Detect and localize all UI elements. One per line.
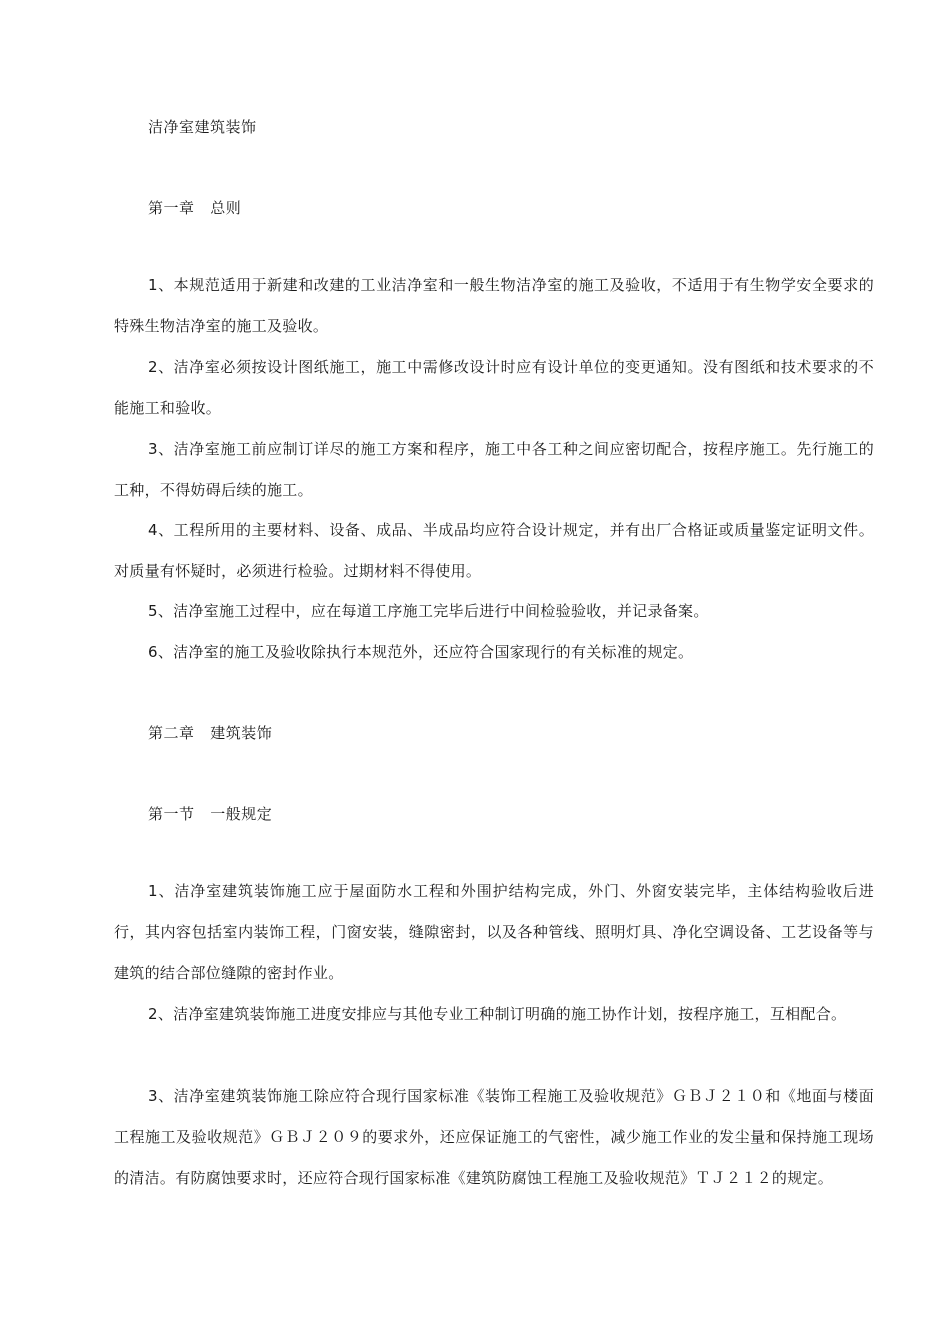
chapter-1-paragraph-1: 1、本规范适用于新建和改建的工业洁净室和一般生物洁净室的施工及验收，不适用于有生物学安全要求的特殊生物洁净室的施工及验收。 (114, 276, 874, 335)
document-title: 洁净室建筑装饰 (148, 118, 257, 136)
section-1-paragraph-2: 2、洁净室建筑装饰施工进度安排应与其他专业工种制订明确的施工协作计划，按程序施工，互相配合。 (148, 1005, 847, 1023)
section-1-paragraph-3: 3、洁净室建筑装饰施工除应符合现行国家标准《装饰工程施工及验收规范》ＧＢＪ２１０和《地面与楼面工程施工及验收规范》ＧＢＪ２０９的要求外，还应保证施工的气密性，减少施工作业的发尘量和保持施工现场的清洁。有防腐蚀要求时，还应符合现行国家标准《建筑防腐蚀工程施工及验收规范》ＴＪ２１２的规定。 (114, 1087, 874, 1187)
chapter-1-paragraph-3: 3、洁净室施工前应制订详尽的施工方案和程序，施工中各工种之间应密切配合，按程序施工。先行施工的工种，不得妨碍后续的施工。 (114, 440, 874, 499)
chapter-1-paragraph-6: 6、洁净室的施工及验收除执行本规范外，还应符合国家现行的有关标准的规定。 (148, 643, 694, 661)
chapter-1-heading: 第一章 总则 (148, 199, 242, 217)
chapter-1-paragraph-5: 5、洁净室施工过程中，应在每道工序施工完毕后进行中间检验验收，并记录备案。 (148, 602, 709, 620)
chapter-2-heading: 第二章 建筑装饰 (148, 724, 273, 742)
chapter-1-paragraph-2: 2、洁净室必须按设计图纸施工，施工中需修改设计时应有设计单位的变更通知。没有图纸和技术要求的不能施工和验收。 (114, 358, 874, 417)
chapter-1-paragraph-4: 4、工程所用的主要材料、设备、成品、半成品均应符合设计规定，并有出厂合格证或质量鉴定证明文件。对质量有怀疑时，必须进行检验。过期材料不得使用。 (114, 521, 874, 580)
section-1-heading: 第一节 一般规定 (148, 805, 273, 823)
section-1-paragraph-1: 1、洁净室建筑装饰施工应于屋面防水工程和外围护结构完成，外门、外窗安装完毕，主体结构验收后进行，其内容包括室内装饰工程，门窗安装，缝隙密封，以及各种管线、照明灯具、净化空调设备、工艺设备等与建筑的结合部位缝隙的密封作业。 (114, 882, 874, 982)
